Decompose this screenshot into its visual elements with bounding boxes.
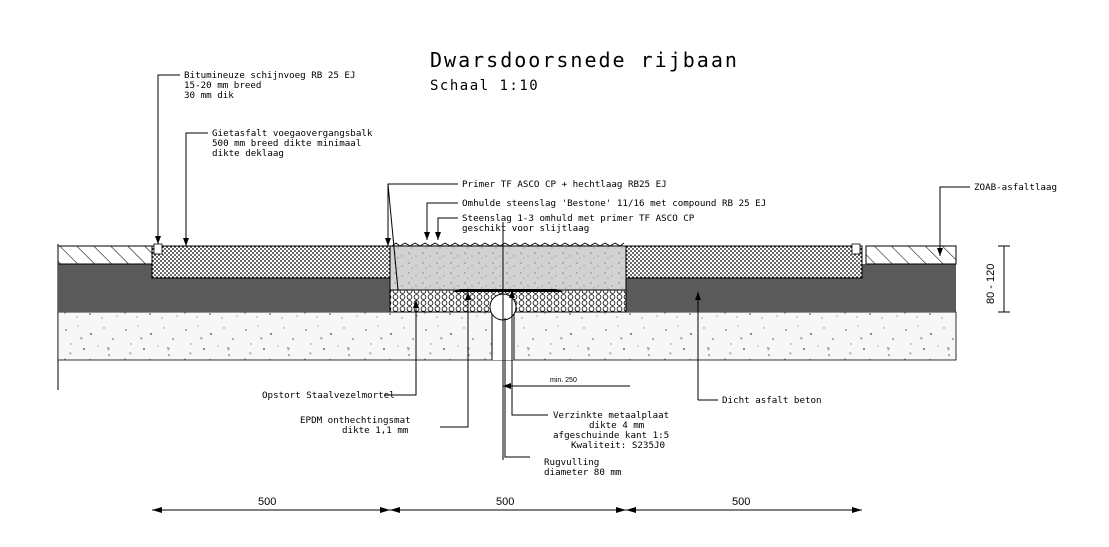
svg-text:ZOAB-asfaltlaag: ZOAB-asfaltlaag [974,182,1057,193]
label-gietasfalt [212,128,373,159]
label-zoab [974,182,1057,193]
svg-text:Opstort Staalvezelmortel: Opstort Staalvezelmortel [262,390,395,401]
width-center: 500 [496,496,515,508]
bitumen-joint-right [852,244,860,254]
svg-text:dikte 1,1 mm: dikte 1,1 mm [342,425,409,436]
width-right: 500 [732,496,751,508]
label-epdm [300,415,411,436]
svg-text:Rugvulling: Rugvulling [544,457,600,468]
svg-text:Steenslag 1-3 omhuld met prime: Steenslag 1-3 omhuld met primer TF ASCO CP [462,213,695,224]
svg-text:diameter 80 mm: diameter 80 mm [544,467,622,478]
svg-text:Gietasfalt voegaovergangsbalk: Gietasfalt voegaovergangsbalk [212,128,373,139]
gietasfalt-right [626,246,862,278]
drawing-scale: Schaal 1:10 [430,78,540,94]
svg-text:Verzinkte metaalplaat: Verzinkte metaalplaat [553,410,670,421]
svg-text:afgeschuinde kant 1:5: afgeschuinde kant 1:5 [553,430,670,441]
svg-text:dikte deklaag: dikte deklaag [212,148,284,159]
width-dimensions [152,496,862,513]
label-opstort [262,390,395,401]
label-bitumen [184,70,355,101]
svg-text:Primer TF ASCO CP + hechtlaag: Primer TF ASCO CP + hechtlaag RB25 EJ [462,179,667,190]
metal-plate [452,289,564,292]
label-dicht [722,395,822,406]
label-verzinkte [553,410,669,451]
drawing-title: Dwarsdoorsnede rijbaan [430,48,739,72]
bestone-fill [390,246,626,290]
min-dimension-label: min. 250 [550,377,577,384]
label-primer [462,179,667,190]
label-steenslag [462,213,695,234]
svg-text:dikte 4 mm: dikte 4 mm [589,420,645,431]
svg-text:geschikt voor slijtlaag: geschikt voor slijtlaag [462,223,590,234]
label-rugvulling [544,457,622,478]
svg-text:EPDM onthechtingsmat: EPDM onthechtingsmat [300,415,411,426]
zoab-left [58,246,152,264]
svg-text:Kwaliteit: S235J0: Kwaliteit: S235J0 [571,440,666,451]
svg-text:Omhulde steenslag 'Bestone' 11: Omhulde steenslag 'Bestone' 11/16 met compound RB 25 EJ [462,198,767,209]
svg-text:15-20 mm breed: 15-20 mm breed [184,80,262,91]
svg-text:Bitumineuze schijnvoeg RB 25 E: Bitumineuze schijnvoeg RB 25 EJ [184,70,356,81]
gietasfalt-left [152,246,390,278]
label-omhulde [462,198,766,209]
thickness-label: 80 - 120 [985,263,997,304]
svg-text:500 mm breed dikte minimaal: 500 mm breed dikte minimaal [212,138,362,149]
svg-text:Dicht asfalt beton: Dicht asfalt beton [722,395,822,406]
svg-text:30 mm dik: 30 mm dik [184,90,234,101]
width-left: 500 [258,496,277,508]
bitumen-joint-left [154,244,162,254]
